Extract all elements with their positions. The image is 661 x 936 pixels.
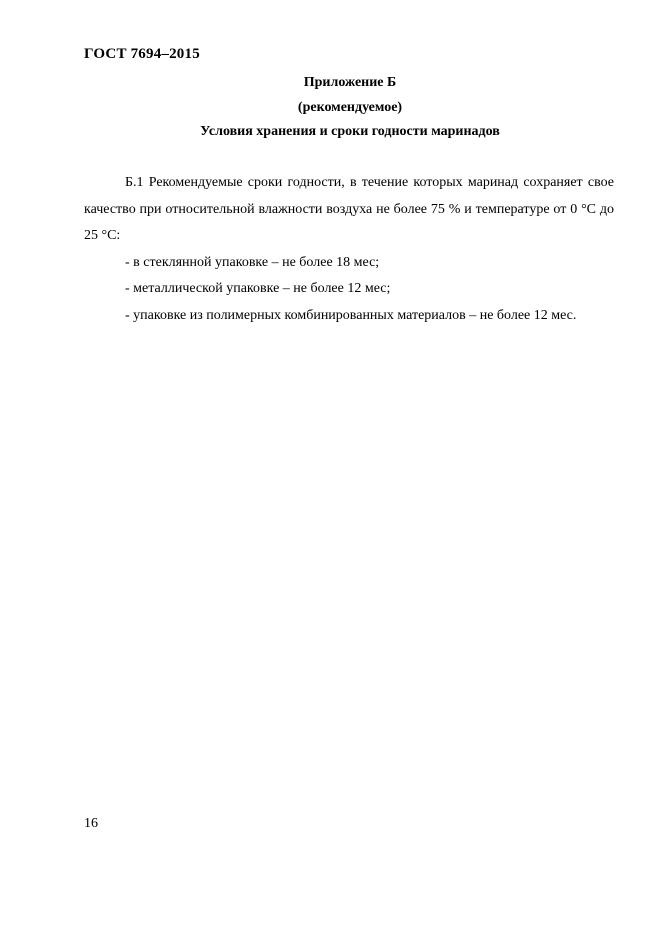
list-item-glass: - в стеклянной упаковке – не более 18 мес; bbox=[125, 254, 380, 270]
body-text bbox=[84, 170, 614, 329]
document-code: ГОСТ 7694–2015 bbox=[84, 46, 200, 62]
paragraph-b1: Б.1 Рекомендуемые сроки годности, в течение которых маринад сохраняет свое качество при относительной влажности воздуха не более 75 % и температуре от 0 °С до 25 °С: bbox=[84, 175, 614, 243]
appendix-label: Приложение Б bbox=[303, 75, 397, 90]
appendix-status: (рекомендуемое) bbox=[297, 100, 403, 115]
appendix-title: Условия хранения и сроки годности маринадов bbox=[200, 124, 500, 139]
list-item-polymer: - упаковке из полимерных комбинированных материалов – не более 12 мес. bbox=[125, 307, 577, 323]
page-number: 16 bbox=[84, 816, 98, 831]
list-item-metal: - металлической упаковке – не более 12 мес; bbox=[125, 281, 391, 296]
